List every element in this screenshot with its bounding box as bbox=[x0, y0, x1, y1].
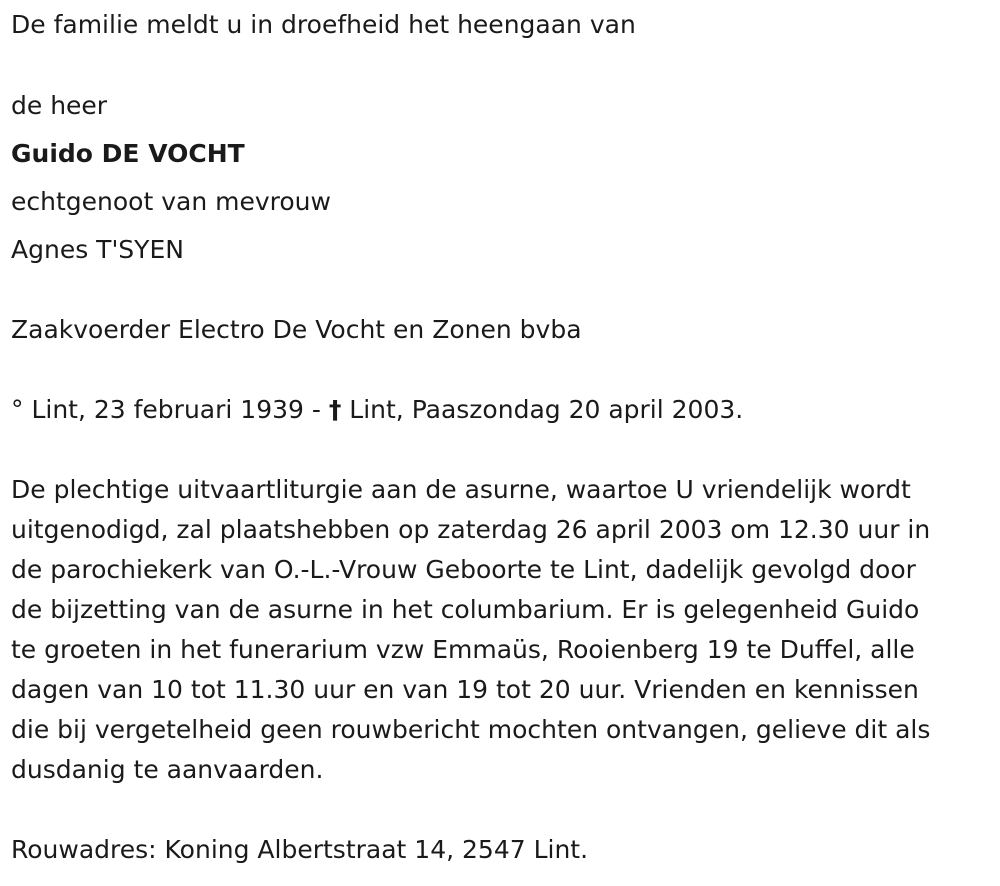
salutation: de heer bbox=[11, 91, 108, 120]
ceremony-line: De plechtige uitvaartliturgie aan de asurne, waartoe U vriendelijk wordt bbox=[11, 475, 911, 504]
cross-icon: † bbox=[328, 395, 342, 424]
intro-text: De familie meldt u in droefheid het heengaan van bbox=[11, 10, 636, 39]
ceremony-line: te groeten in het funerarium vzw Emmaüs, Rooienberg 19 te Duffel, alle bbox=[11, 635, 915, 664]
death-date: Lint, Paaszondag 20 april 2003. bbox=[341, 395, 744, 424]
occupation: Zaakvoerder Electro De Vocht en Zonen bvba bbox=[11, 315, 582, 344]
spouse-label: echtgenoot van mevrouw bbox=[11, 187, 331, 216]
deceased-name: Guido DE VOCHT bbox=[11, 139, 245, 168]
ceremony-line: uitgenodigd, zal plaatshebben op zaterdag 26 april 2003 om 12.30 uur in bbox=[11, 515, 931, 544]
ceremony-line: dusdanig te aanvaarden. bbox=[11, 755, 324, 784]
ceremony-line: die bij vergetelheid geen rouwbericht mochten ontvangen, gelieve dit als bbox=[11, 715, 931, 744]
ceremony-line: dagen van 10 tot 11.30 uur en van 19 tot 20 uur. Vrienden en kennissen bbox=[11, 675, 919, 704]
ceremony-paragraph bbox=[11, 470, 930, 790]
mourning-address: Rouwadres: Koning Albertstraat 14, 2547 Lint. bbox=[11, 835, 589, 864]
ceremony-line: de parochiekerk van O.-L.-Vrouw Geboorte te Lint, dadelijk gevolgd door bbox=[11, 555, 916, 584]
birth-date: ° Lint, 23 februari 1939 - bbox=[11, 395, 329, 424]
ceremony-line: de bijzetting van de asurne in het columbarium. Er is gelegenheid Guido bbox=[11, 595, 920, 624]
spouse-name: Agnes T'SYEN bbox=[11, 235, 184, 264]
birth-death-dates bbox=[11, 390, 743, 430]
